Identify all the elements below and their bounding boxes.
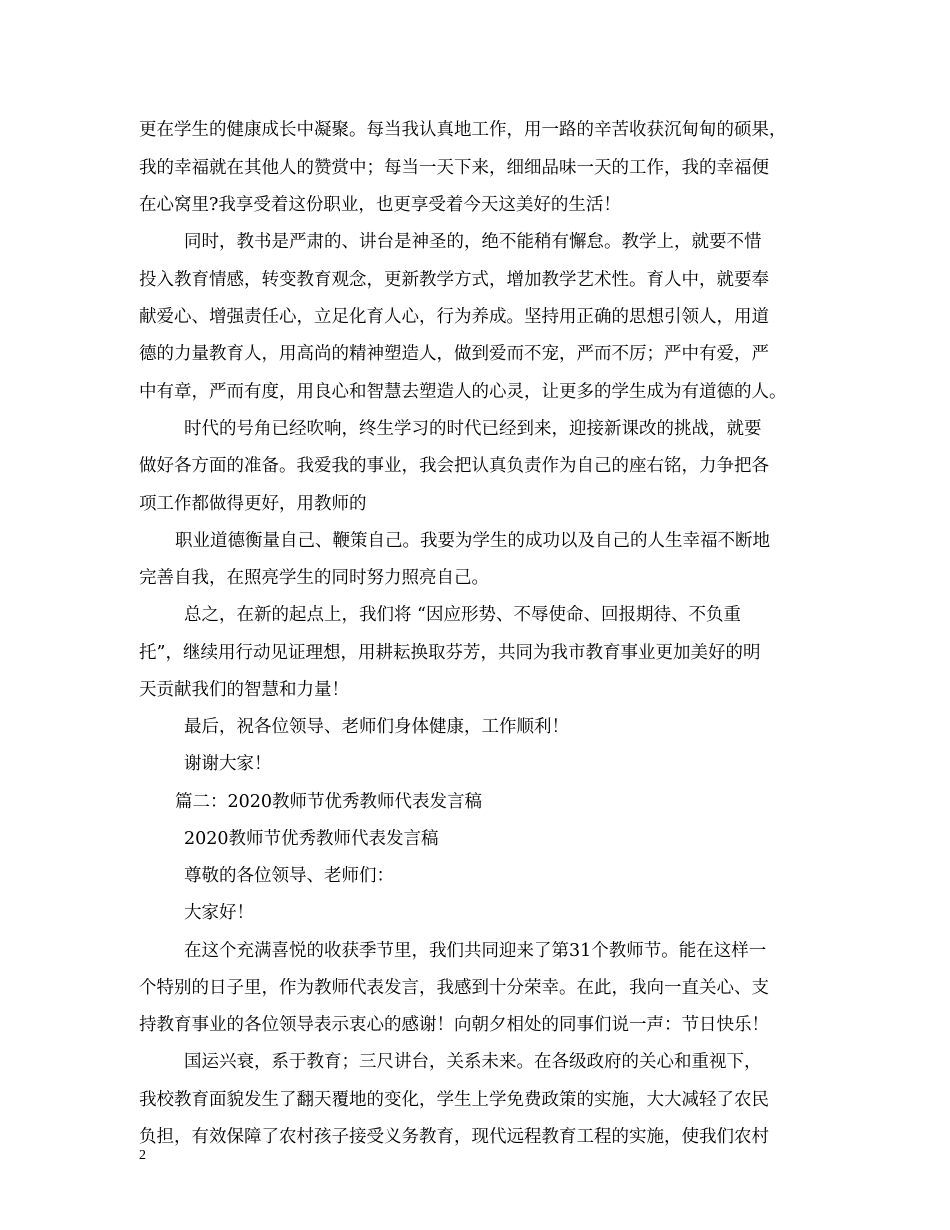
text-line: 持教育事业的各位领导表示衷心的感谢！向朝夕相处的同事们说一声：节日快乐！: [139, 1015, 769, 1035]
text-line: 献爱心、增强责任心，立足化育人心，行为养成。坚持用正确的思想引领人，用道: [139, 307, 769, 327]
text-line: 个特别的日子里，作为教师代表发言，我感到十分荣幸。在此，我向一直关心、支: [139, 978, 769, 998]
text-line: 天贡献我们的智慧和力量！: [139, 680, 349, 700]
section-heading: 篇二：2020教师节优秀教师代表发言稿: [175, 792, 483, 812]
text-line: 德的力量教育人，用高尚的精神塑造人，做到爱而不宠，严而不厉；严中有爱，严: [139, 344, 769, 364]
text-line: 总之，在新的起点上，我们将 “因应形势、不辱使命、回报期待、不负重: [184, 605, 742, 625]
text-line: 我校教育面貌发生了翻天覆地的变化，学生上学免费政策的实施，大大减轻了农民: [139, 1090, 769, 1110]
text-line: 中有章，严而有度，用良心和智慧去塑造人的心灵，让更多的学生成为有道德的人。: [139, 382, 787, 402]
text-line: 项工作都做得更好，用教师的: [139, 494, 367, 514]
page-number: 2: [139, 1148, 146, 1163]
text-line: 尊敬的各位领导、老师们：: [184, 866, 394, 886]
text-line: 托”，继续用行动见证理想，用耕耘换取芬芳，共同为我市教育事业更加美好的明: [139, 643, 761, 663]
text-line: 谢谢大家！: [184, 754, 272, 774]
text-line: 职业道德衡量自己、鞭策自己。我要为学生的成功以及自己的人生幸福不断地: [175, 531, 770, 551]
text-line: 投入教育情感，转变教育观念，更新教学方式，增加教学艺术性。育人中，就要奉: [139, 270, 769, 290]
text-line: 同时，教书是严肃的、讲台是神圣的，绝不能稍有懈怠。教学上，就要不惜: [184, 232, 762, 252]
text-line: 在这个充满喜悦的收获季节里，我们共同迎来了第31个教师节。能在这样一: [184, 941, 767, 961]
text-line: 负担，有效保障了农村孩子接受义务教育，现代远程教育工程的实施，使我们农村: [139, 1127, 769, 1147]
text-line: 大家好！: [184, 903, 254, 923]
text-line: 时代的号角已经吹响，终生学习的时代已经到来，迎接新课改的挑战，就要: [184, 419, 762, 439]
speech-title: 2020教师节优秀教师代表发言稿: [184, 829, 439, 849]
text-line: 做好各方面的准备。我爱我的事业，我会把认真负责作为自己的座右铭，力争把各: [139, 456, 769, 476]
text-line: 最后，祝各位领导、老师们身体健康，工作顺利！: [184, 717, 569, 737]
text-line: 完善自我，在照亮学生的同时努力照亮自己。: [139, 568, 489, 588]
text-line: 我的幸福就在其他人的赞赏中；每当一天下来，细细品味一天的工作，我的幸福便: [139, 158, 769, 178]
text-line: 在心窝里?我享受着这份职业，也更享受着今天这美好的生活！: [139, 195, 621, 215]
text-line: 更在学生的健康成长中凝聚。每当我认真地工作，用一路的辛苦收获沉甸甸的硕果，: [139, 120, 787, 140]
text-line: 国运兴衰，系于教育；三尺讲台，关系未来。在各级政府的关心和重视下，: [184, 1052, 762, 1072]
